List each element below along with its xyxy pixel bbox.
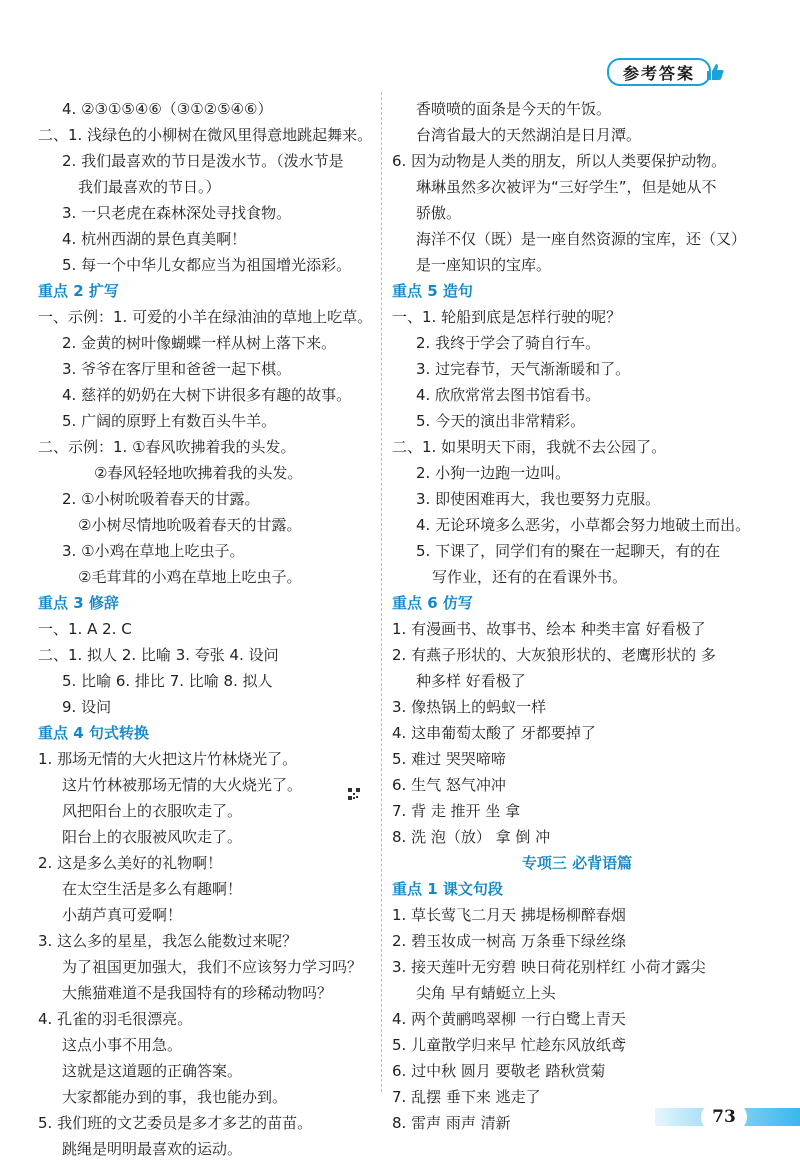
- answer-line: 大熊猫难道不是我国特有的珍稀动物吗？: [62, 984, 333, 1002]
- answer-line: 跳绳是明明最喜欢的运动。: [62, 1140, 243, 1158]
- answer-line: 5. 儿童散学归来早 忙趁东风放纸鸢: [392, 1036, 626, 1054]
- answer-line: 尖角 早有蜻蜓立上头: [416, 984, 556, 1002]
- answer-line: 9. 设问: [62, 698, 112, 716]
- qr-code-icon: [348, 788, 360, 800]
- answer-line: 3. 爷爷在客厅里和爸爸一起下棋。: [62, 360, 292, 378]
- answer-line: 6. 生气 怒气冲冲: [392, 776, 506, 794]
- answer-line: 一、1. 轮船到底是怎样行驶的呢？: [392, 308, 622, 326]
- answer-line: 4. 孔雀的羽毛很漂亮。: [38, 1010, 193, 1028]
- section-heading: 重点 6 仿写: [392, 594, 473, 612]
- answer-line: 3. ①小鸡在草地上吃虫子。: [62, 542, 245, 560]
- answer-line: 5. 我们班的文艺委员是多才多艺的苗苗。: [38, 1114, 313, 1132]
- answer-line: 2. 这是多么美好的礼物啊！: [38, 854, 223, 872]
- answer-line: 这就是这道题的正确答案。: [62, 1062, 243, 1080]
- answer-line: 2. 我终于学会了骑自行车。: [416, 334, 601, 352]
- answer-line: 种多样 好看极了: [416, 672, 526, 690]
- answer-line: 3. 这么多的星星，我怎么能数过来呢？: [38, 932, 298, 950]
- answer-line: 为了祖国更加强大，我们不应该努力学习吗？: [62, 958, 363, 976]
- answer-line: 在太空生活是多么有趣啊！: [62, 880, 243, 898]
- answer-line: 4. 无论环境多么恶劣，小草都会努力地破土而出。: [416, 516, 751, 534]
- answer-line: 琳琳虽然多次被评为“三好学生”，但是她从不: [416, 178, 717, 196]
- answer-line: 1. 草长莺飞二月天 拂堤杨柳醉春烟: [392, 906, 626, 924]
- answer-line: 3. 即使困难再大，我也要努力克服。: [416, 490, 661, 508]
- section-heading: 重点 5 造句: [392, 282, 473, 300]
- answer-line: 2. ①小树吮吸着春天的甘露。: [62, 490, 260, 508]
- answer-line: 写作业，还有的在看课外书。: [432, 568, 628, 586]
- answer-line: 一、1. A 2. C: [38, 620, 132, 638]
- answer-line: 大家都能办到的事，我也能办到。: [62, 1088, 288, 1106]
- answer-line: 二、示例：1. ①春风吹拂着我的头发。: [38, 438, 296, 456]
- section-heading: 专项三 必背语篇: [521, 854, 633, 872]
- answer-line: 4. 杭州西湖的景色真美啊！: [62, 230, 247, 248]
- answer-line: 3. 一只老虎在森林深处寻找食物。: [62, 204, 292, 222]
- answer-line: 2. 小狗一边跑一边叫。: [416, 464, 571, 482]
- section-heading: 重点 3 修辞: [38, 594, 119, 612]
- answer-line: 2. 金黄的树叶像蝴蝶一样从树上落下来。: [62, 334, 337, 352]
- answer-line: 4. 慈祥的奶奶在大树下讲很多有趣的故事。: [62, 386, 352, 404]
- right-column: [392, 96, 762, 1136]
- answer-line: 二、1. 拟人 2. 比喻 3. 夸张 4. 设问: [38, 646, 279, 664]
- answer-line: 台湾省最大的天然湖泊是日月潭。: [416, 126, 642, 144]
- answer-line: 阳台上的衣服被风吹走了。: [62, 828, 243, 846]
- answer-line: 4. ②③①⑤④⑥（③①②⑤④⑥）: [62, 100, 273, 118]
- answer-line: 一、示例：1. 可爱的小羊在绿油油的草地上吃草。: [38, 308, 373, 326]
- answer-line: ②春风轻轻地吹拂着我的头发。: [94, 464, 303, 482]
- answer-line: 小葫芦真可爱啊！: [62, 906, 183, 924]
- answer-line: 6. 因为动物是人类的朋友，所以人类要保护动物。: [392, 152, 727, 170]
- thumbs-up-icon: [704, 62, 726, 82]
- answer-line: 风把阳台上的衣服吹走了。: [62, 802, 243, 820]
- qr-code: [325, 786, 361, 802]
- answer-line: 骄傲。: [416, 204, 462, 222]
- answer-line: 这点小事不用急。: [62, 1036, 183, 1054]
- column-divider: [381, 92, 382, 1092]
- answer-line: 8. 洗 泡（放） 拿 倒 冲: [392, 828, 551, 846]
- answer-line: 4. 这串葡萄太酸了 牙都要掉了: [392, 724, 596, 742]
- answer-line: 这片竹林被那场无情的大火烧光了。: [62, 776, 303, 794]
- answer-line: 2. 有燕子形状的、大灰狼形状的、老鹰形状的 多: [392, 646, 716, 664]
- answer-line: 二、1. 浅绿色的小柳树在微风里得意地跳起舞来。: [38, 126, 373, 144]
- answer-key-badge: 参考答案: [607, 58, 711, 86]
- answer-line: 海洋不仅（既）是一座自然资源的宝库，还（又）: [416, 230, 747, 248]
- answer-line: 5. 下课了，同学们有的聚在一起聊天，有的在: [416, 542, 721, 560]
- answer-line: 6. 过中秋 圆月 要敬老 踏秋赏菊: [392, 1062, 606, 1080]
- answer-line: 5. 比喻 6. 排比 7. 比喻 8. 拟人: [62, 672, 273, 690]
- left-column: [38, 96, 378, 1162]
- answer-line: ②小树尽情地吮吸着春天的甘露。: [78, 516, 302, 534]
- answer-line: 4. 两个黄鹂鸣翠柳 一行白鹭上青天: [392, 1010, 626, 1028]
- answer-line: 3. 过完春节，天气渐渐暖和了。: [416, 360, 631, 378]
- answer-line: 5. 广阔的原野上有数百头牛羊。: [62, 412, 277, 430]
- section-heading: 重点 1 课文句段: [392, 880, 503, 898]
- answer-line: 我们最喜欢的节日。）: [78, 178, 221, 196]
- answer-line: 二、1. 如果明天下雨，我就不去公园了。: [392, 438, 667, 456]
- answer-line: 2. 我们最喜欢的节日是泼水节。（泼水节是: [62, 152, 344, 170]
- answer-line: ②毛茸茸的小鸡在草地上吃虫子。: [78, 568, 302, 586]
- answer-line: 5. 难过 哭哭啼啼: [392, 750, 506, 768]
- answer-line: 5. 每一个中华儿女都应当为祖国增光添彩。: [62, 256, 352, 274]
- answer-line: 香喷喷的面条是今天的午饭。: [416, 100, 612, 118]
- section-heading: 重点 4 句式转换: [38, 724, 149, 742]
- section-heading: 重点 2 扩写: [38, 282, 119, 300]
- page-number: 73: [701, 1102, 747, 1132]
- answer-line: 8. 雷声 雨声 清新: [392, 1114, 511, 1132]
- answer-line: 1. 有漫画书、故事书、绘本 种类丰富 好看极了: [392, 620, 706, 638]
- answer-line: 3. 接天莲叶无穷碧 映日荷花别样红 小荷才露尖: [392, 958, 706, 976]
- answer-line: 2. 碧玉妆成一树高 万条垂下绿丝绦: [392, 932, 626, 950]
- answer-line: 3. 像热锅上的蚂蚁一样: [392, 698, 547, 716]
- answer-line: 4. 欣欣常常去图书馆看书。: [416, 386, 601, 404]
- answer-line: 是一座知识的宝库。: [416, 256, 552, 274]
- answer-line: 7. 背 走 推开 坐 拿: [392, 802, 521, 820]
- answer-line: 5. 今天的演出非常精彩。: [416, 412, 586, 430]
- answer-line: 1. 那场无情的大火把这片竹林烧光了。: [38, 750, 298, 768]
- answer-line: 7. 乱摆 垂下来 逃走了: [392, 1088, 541, 1106]
